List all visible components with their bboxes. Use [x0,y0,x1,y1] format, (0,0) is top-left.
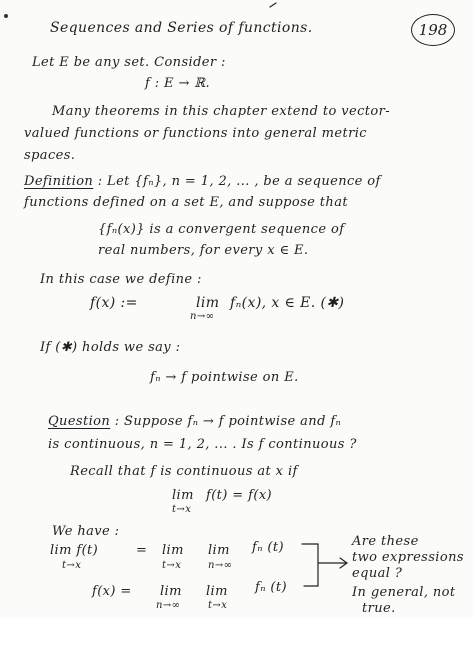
page-number [411,14,455,46]
page-bottom-margin [0,617,474,670]
page-number-text: 198 [418,21,448,39]
text-line [24,174,381,189]
text-line: is continuous, n = 1, 2, ... . Is f continuous ? [48,437,357,452]
definition-text: : Let {fₙ}, n = 1, 2, ... , be a sequence of [93,174,381,189]
eq1-lim1: lim [162,543,184,558]
text-line: Let E be any set. Consider : [32,55,226,70]
text-line: fₙ → f pointwise on E. [150,370,299,385]
text-line: real numbers, for every x ∈ E. [98,243,309,258]
side-note: true. [362,601,396,616]
eq1-lim2: lim [208,543,230,558]
text-line: Recall that f is continuous at x if [70,464,298,479]
recall-rhs: f(t) = f(x) [206,488,273,503]
side-note: equal ? [352,566,403,581]
title-accent-mark [270,3,276,7]
text-line: Many theorems in this chapter extend to vector- [52,104,391,119]
recall-lim: lim [172,488,194,503]
formula-lim-sub: n→∞ [190,311,215,322]
text-line: spaces. [24,148,76,163]
question-text: : Suppose fₙ → f pointwise and fₙ [110,414,342,429]
recall-lim-sub: t→x [172,504,192,515]
text-line: f : E → ℝ. [145,76,211,91]
formula-lim: lim [196,295,220,311]
formula-lhs: f(x) := [90,295,138,311]
eq2-lim2-sub: t→x [208,600,228,611]
eq1-lhs: lim f(t) [50,543,99,558]
definition-label: Definition [24,174,94,189]
eq2-rhs: fₙ (t) [255,580,287,595]
eq1-lim1-sub: t→x [162,560,182,571]
corner-mark [4,14,8,18]
eq1-rhs: fₙ (t) [252,540,284,555]
side-note: Are these [352,534,419,549]
text-line: valued functions or functions into general metric [24,126,367,141]
eq2-lhs: f(x) = [92,584,132,599]
text-line: functions defined on a set E, and suppose that [24,195,348,210]
page-title: Sequences and Series of functions. [50,20,313,36]
text-line [48,414,341,429]
eq2-lim2: lim [206,584,228,599]
eq2-lim1: lim [160,584,182,599]
text-line: {fₙ(x)} is a convergent sequence of [98,222,345,237]
formula-rhs: fₙ(x), x ∈ E. (✱) [230,295,345,311]
question-label: Question [48,414,111,429]
text-line: If (✱) holds we say : [40,340,181,355]
eq2-lim1-sub: n→∞ [156,600,181,611]
text-line: We have : [52,524,120,539]
text-line: In this case we define : [40,272,202,287]
bracket-icon [302,544,318,586]
eq1-lim2-sub: n→∞ [208,560,233,571]
eq1-lhs-sub: t→x [62,560,82,571]
side-note: two expressions [352,550,464,565]
side-note: In general, not [352,585,456,600]
eq1-equals: = [136,543,148,558]
arrow-head-icon [340,558,347,568]
